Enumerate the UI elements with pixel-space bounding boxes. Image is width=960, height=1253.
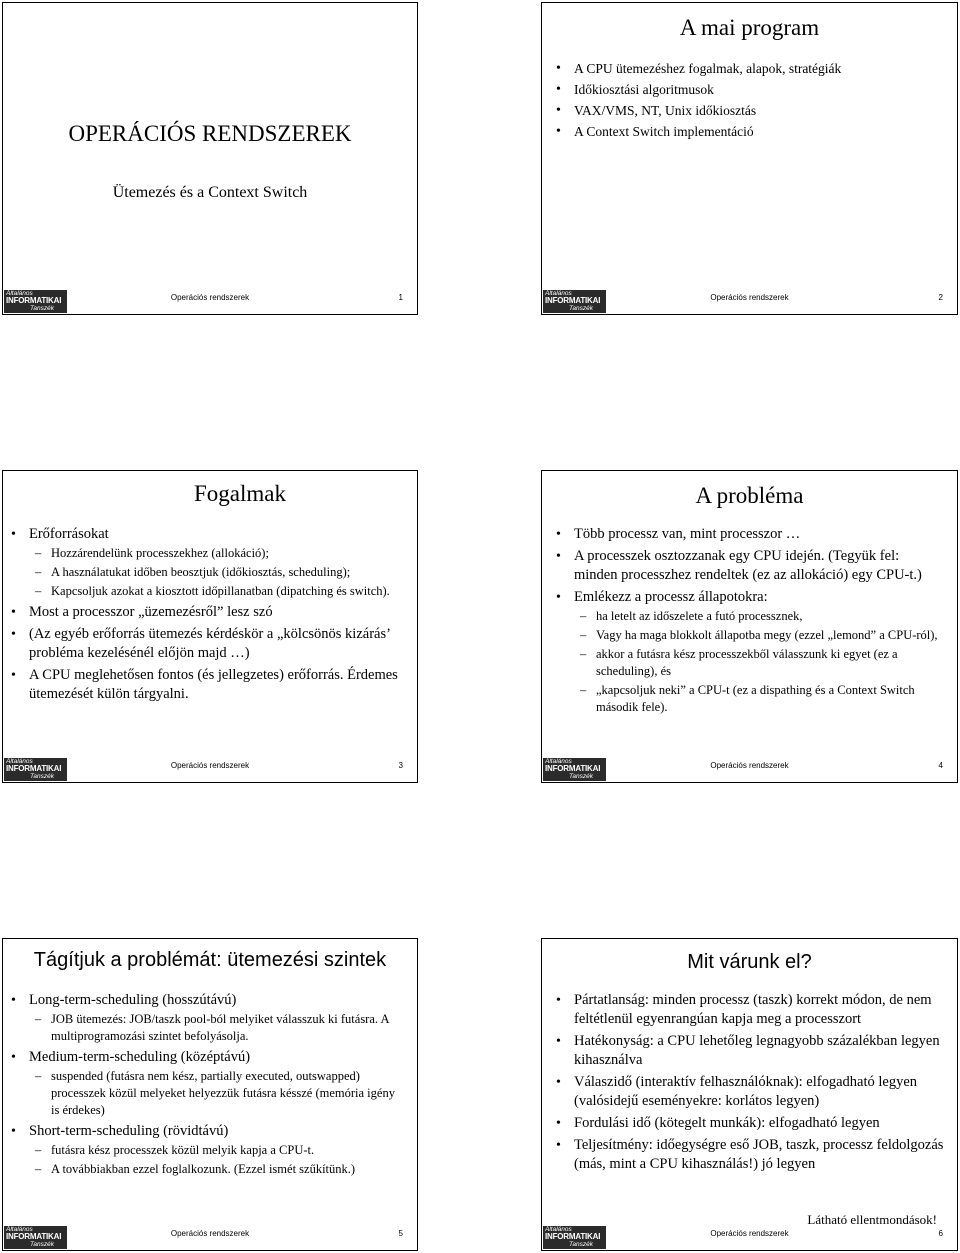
slide-3	[2, 470, 418, 783]
footer-text: Operációs rendszerek	[170, 1229, 250, 1238]
bullet-item: • A processzek osztozzanak egy CPU idején. (Tegyük fel: minden processzhez rendeltek (ez az allokáció) egy CPU-t.)	[552, 547, 943, 585]
slide-4	[541, 470, 958, 783]
bullet-item: • Válaszidő (interaktív felhasználóknak): elfogadható legyen (valósidejű eseményekre: korlátos legyen)	[552, 1073, 945, 1111]
bullet-item: • Hatékonyság: a CPU lehetőleg legnagyobb százalékban legyen kihasználva	[552, 1032, 945, 1070]
bullet-list	[552, 60, 947, 144]
bullet-item: • Medium-term-scheduling (középtávú) – suspended (futásra nem kész, partially executed, outswapped) processzek közül melyeket helyezzük futásra késszé (memória igény is érdekes)	[7, 1048, 403, 1119]
bullet-item: • (Az egyéb erőforrás ütemezés kérdéskör a „kölcsönös kizárás’ probléma kezelésénél előjön majd …)	[7, 625, 403, 663]
footer-text: Operációs rendszerek	[170, 293, 250, 302]
bullet-item: • Most a processzor „üzemezésről” lesz szó	[7, 603, 403, 622]
bullet-list	[552, 991, 945, 1177]
bullet-item: • Pártatlanság: minden processz (taszk) korrekt módon, de nem feltétlenül egyenrangúan kapja meg a processzort	[552, 991, 945, 1029]
slide-title: Fogalmak	[194, 481, 286, 506]
slide-footer	[3, 1223, 417, 1250]
slide-footer	[3, 287, 417, 314]
footer-text: Operációs rendszerek	[710, 761, 789, 770]
sub-item: – Kapcsoljuk azokat a kiosztott időpillanatban (dipatching és switch).	[29, 583, 403, 600]
bullet-list	[7, 991, 403, 1181]
slide-number: 6	[938, 1229, 943, 1238]
bullet-item: • A CPU meglehetősen fontos (és jellegzetes) erőforrás. Érdemes ütemezését külön tárgyalni.	[7, 666, 403, 704]
sub-item: – A továbbiakban ezzel foglalkozunk. (Ezzel ismét szűkítünk.)	[29, 1161, 403, 1178]
sub-item: – JOB ütemezés: JOB/taszk pool-ból melyiket válasszuk ki futásra. A multiprogramozási szintet befolyásolja.	[29, 1011, 403, 1045]
slide-number: 3	[398, 761, 403, 770]
slide-footer	[542, 287, 957, 314]
bullet-item: • VAX/VMS, NT, Unix időkiosztás	[552, 102, 947, 120]
department-logo: Általános INFORMATIKAI Tanszék	[543, 758, 606, 781]
sub-item: – ha letelt az időszelete a futó processznek,	[574, 608, 943, 625]
footer-text: Operációs rendszerek	[170, 761, 250, 770]
bullet-item: • Short-term-scheduling (rövidtávú) – futásra kész processzek közül melyik kapja a CPU-t. – A továbbiakban ezzel foglalkozunk. (Ezzel ismét szűkítünk.)	[7, 1122, 403, 1178]
footer-text: Operációs rendszerek	[710, 293, 789, 302]
footer-text: Operációs rendszerek	[710, 1229, 789, 1238]
sub-item: – „kapcsoljuk neki” a CPU-t (ez a dispathing és a Context Switch második fele).	[574, 682, 943, 716]
slide-number: 2	[938, 293, 943, 302]
slide-title: A mai program	[679, 15, 820, 40]
slide-title: OPERÁCIÓS RENDSZEREK	[68, 121, 352, 146]
slide-1	[2, 2, 418, 315]
sub-item: – suspended (futásra nem kész, partially executed, outswapped) processzek közül melyeket helyezzük futásra késszé (memória igény is érdekes)	[29, 1068, 403, 1119]
sub-list	[29, 545, 403, 600]
department-logo: Általános INFORMATIKAI Tanszék	[543, 290, 606, 313]
slide-note: Látható ellentmondások!	[807, 1212, 937, 1227]
bullet-list	[7, 525, 403, 707]
sub-item: – Vagy ha maga blokkolt állapotba megy (ezzel „lemond” a CPU-ról),	[574, 627, 943, 644]
slide-2	[541, 2, 958, 315]
bullet-item: • A Context Switch implementáció	[552, 123, 947, 141]
sub-item: – futásra kész processzek közül melyik kapja a CPU-t.	[29, 1142, 403, 1159]
bullet-item: • Teljesítmény: időegységre eső JOB, taszk, processz feldolgozás (más, mint a CPU kihasználás!) jó legyen	[552, 1136, 945, 1174]
department-logo: Általános INFORMATIKAI Tanszék	[4, 290, 67, 313]
slide-title: Tágítjuk a problémát: ütemezési szintek	[33, 949, 387, 971]
bullet-item: • A CPU ütemezéshez fogalmak, alapok, stratégiák	[552, 60, 947, 78]
slide-6	[541, 938, 958, 1251]
bullet-item: • Long-term-scheduling (hosszútávú) – JOB ütemezés: JOB/taszk pool-ból melyiket válasszuk ki futásra. A multiprogramozási szintet befolyásolja.	[7, 991, 403, 1045]
slide-footer	[3, 755, 417, 782]
bullet-item: • Időkiosztási algoritmusok	[552, 81, 947, 99]
sub-list	[29, 1068, 403, 1119]
sub-list	[29, 1142, 403, 1178]
slide-footer	[542, 1223, 957, 1250]
bullet-item: • Erőforrásokat – Hozzárendelünk processzekhez (allokáció); – A használatukat időben beosztjuk (időkiosztás, scheduling); – Kapcsoljuk azokat a kiosztott időpillanatban (dipatching és switch).	[7, 525, 403, 600]
bullet-item: • Fordulási idő (kötegelt munkák): elfogadható legyen	[552, 1114, 945, 1133]
slide-title: A probléma	[695, 483, 804, 508]
slide-number: 5	[398, 1229, 403, 1238]
bullet-item: • Több processz van, mint processzor …	[552, 525, 943, 544]
slide-title: Mit várunk el?	[687, 951, 812, 973]
slide-5	[2, 938, 418, 1251]
bullet-item: • Emlékezz a processz állapotokra: – ha letelt az időszelete a futó processznek, – Vagy ha maga blokkolt állapotba megy (ezzel „lemond” a CPU-ról), – akkor a futásra kész processzekből válasszunk ki egyet (ez a scheduling), és – „kapcsoljuk neki” a CPU-t (ez a dispathing és a Context Switch második fele).	[552, 588, 943, 716]
sub-item: – akkor a futásra kész processzekből válasszunk ki egyet (ez a scheduling), és	[574, 646, 943, 680]
sub-list	[574, 608, 943, 716]
department-logo: Általános INFORMATIKAI Tanszék	[4, 758, 67, 781]
slide-subtitle: Ütemezés és a Context Switch	[112, 184, 308, 201]
sub-item: – A használatukat időben beosztjuk (időkiosztás, scheduling);	[29, 564, 403, 581]
sub-item: – Hozzárendelünk processzekhez (allokáció);	[29, 545, 403, 562]
department-logo: Általános INFORMATIKAI Tanszék	[543, 1226, 606, 1249]
slide-number: 1	[398, 293, 403, 302]
slide-number: 4	[938, 761, 943, 770]
slide-footer	[542, 755, 957, 782]
bullet-list	[552, 525, 943, 719]
sub-list	[29, 1011, 403, 1045]
department-logo: Általános INFORMATIKAI Tanszék	[4, 1226, 67, 1249]
